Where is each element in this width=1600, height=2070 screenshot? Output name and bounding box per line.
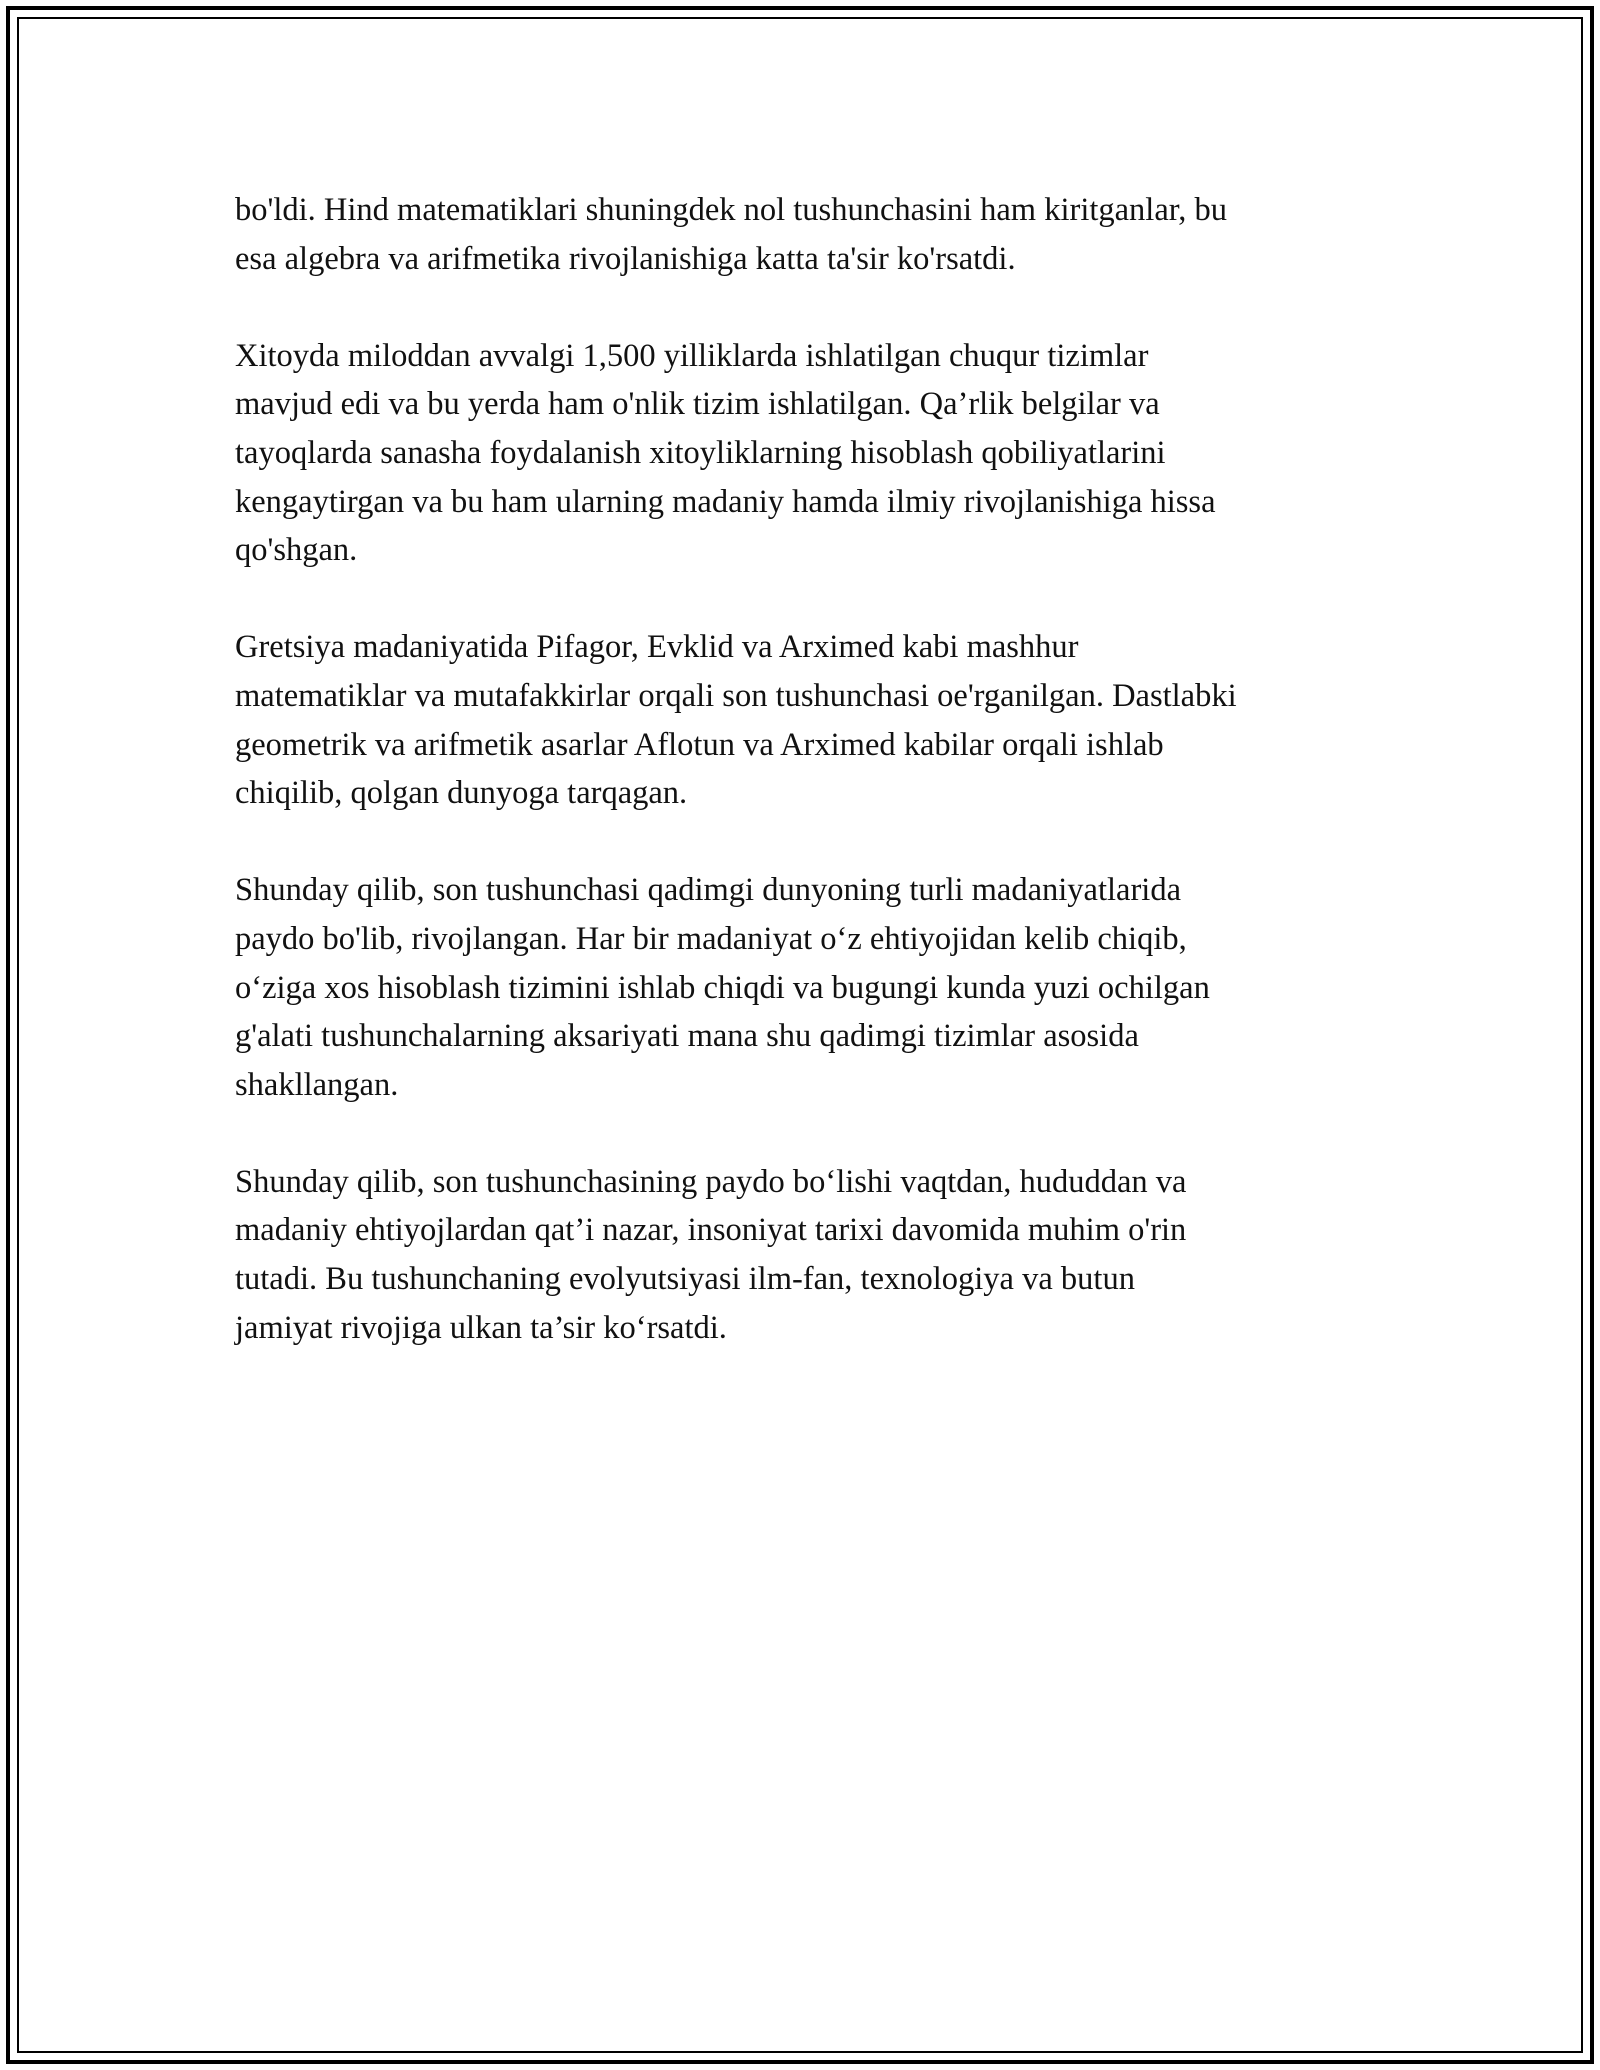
paragraph-greece xyxy=(235,623,1385,817)
text-line: Shunday qilib, son tushunchasi qadimgi dunyoning turli madaniyatlarida xyxy=(235,872,1181,909)
text-line: tayoqlarda sanasha foydalanish xitoyliklarning hisoblash qobiliyatlarini xyxy=(235,434,1166,471)
text-line: tutadi. Bu tushunchaning evolyutsiyasi ilm-fan, texnologiya va butun xyxy=(235,1261,1135,1298)
text-line: Xitoyda miloddan avvalgi 1,500 yilliklarda ishlatilgan chuqur tizimlar xyxy=(235,337,1149,374)
text-line: esa algebra va arifmetika rivojlanishiga katta ta'sir ko'rsatdi. xyxy=(235,240,1016,277)
text-line: qo'shgan. xyxy=(235,532,358,569)
text-line: g'alati tushunchalarning aksariyati mana shu qadimgi tizimlar asosida xyxy=(235,1018,1139,1055)
text-line: o‘ziga xos hisoblash tizimini ishlab chiqdi va bugungi kunda yuzi ochilgan xyxy=(235,969,1210,1006)
paragraph-india-zero xyxy=(235,186,1385,283)
document-body xyxy=(235,186,1385,1401)
text-line: matematiklar va mutafakkirlar orqali son tushunchasi oe'rganilgan. Dastlabki xyxy=(235,677,1237,714)
text-line: Gretsiya madaniyatida Pifagor, Evklid va Arximed kabi mashhur xyxy=(235,629,1079,666)
paragraph-china xyxy=(235,332,1385,575)
text-line: bo'ldi. Hind matematiklari shuningdek nol tushunchasini ham kiritganlar, bu xyxy=(235,192,1228,228)
text-line: geometrik va arifmetik asarlar Aflotun va Arximed kabilar orqali ishlab xyxy=(235,726,1164,763)
text-line: mavjud edi va bu yerda ham o'nlik tizim ishlatilgan. Qa’rlik belgilar va xyxy=(235,386,1160,423)
text-line: jamiyat rivojiga ulkan ta’sir ko‘rsatdi. xyxy=(235,1309,727,1346)
text-line: chiqilib, qolgan dunyoga tarqagan. xyxy=(235,775,688,812)
text-line: shakllangan. xyxy=(235,1066,399,1103)
text-line: madaniy ehtiyojlardan qat’i nazar, insoniyat tarixi davomida muhim o'rin xyxy=(235,1212,1187,1249)
text-line: paydo bo'lib, rivojlangan. Har bir madaniyat o‘z ehtiyojidan kelib chiqib, xyxy=(235,920,1187,957)
paragraph-conclusion xyxy=(235,1158,1385,1352)
text-line: Shunday qilib, son tushunchasining paydo bo‘lishi vaqtdan, hududdan va xyxy=(235,1163,1187,1200)
text-line: kengaytirgan va bu ham ularning madaniy hamda ilmiy rivojlanishiga hissa xyxy=(235,483,1216,520)
paragraph-summary-cultures xyxy=(235,866,1385,1109)
